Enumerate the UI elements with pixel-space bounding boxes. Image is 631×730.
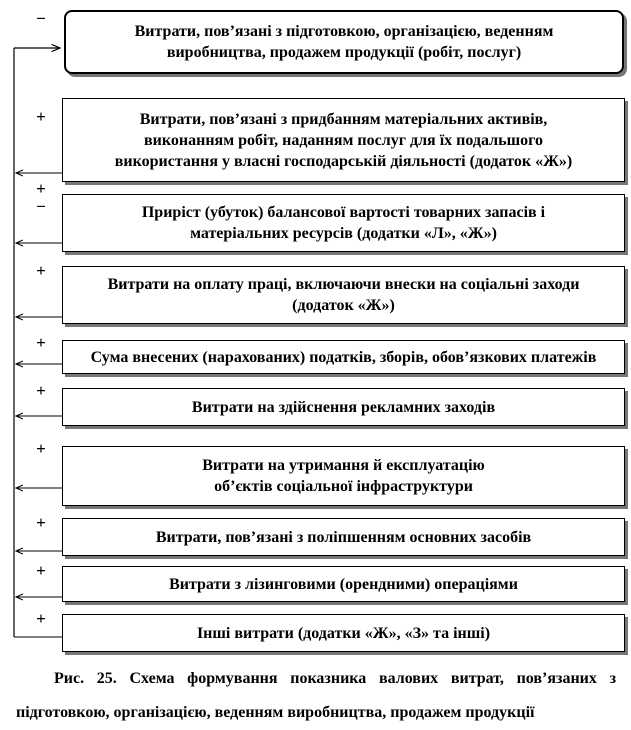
- plus-sign: +: [36, 333, 46, 352]
- item-box-material-assets: Витрати, пов’язані з придбанням матеріальних активів, виконанням робіт, наданням послуг для їх подальшого використання у власні господарській діяльності (додаток «Ж»): [62, 98, 625, 182]
- item-box-social-infrastructure: Витрати на утримання й експлуатацію об’єктів соціальної інфраструктури: [62, 446, 625, 506]
- item-box-inventory-growth: Приріст (убуток) балансової вартості товарних запасів і матеріальних ресурсів (додатки «Л», «Ж»): [62, 194, 625, 252]
- item-box-taxes: Сума внесених (нарахованих) податків, зборів, обов’язкових платежів: [62, 340, 625, 374]
- item-box-advertising: Витрати на здійснення рекламних заходів: [62, 388, 625, 426]
- plus-sign: +: [36, 107, 46, 126]
- item-box-leasing: Витрати з лізинговими (орендними) операціями: [62, 566, 625, 602]
- plus-minus-sign: + −: [36, 179, 46, 216]
- plus-sign: +: [36, 261, 46, 280]
- plus-sign: +: [36, 609, 46, 628]
- item-box-labor-costs: Витрати на оплату праці, включаючи внески на соціальні заходи (додаток «Ж»): [62, 266, 625, 324]
- item-box-other-costs: Інші витрати (додатки «Ж», «З» та інші): [62, 614, 625, 652]
- main-box: Витрати, пов’язані з підготовкою, організацією, веденням виробництва, продажем продукції (робіт, послуг): [64, 10, 624, 74]
- item-box-fixed-assets: Витрати, пов’язані з поліпшенням основних засобів: [62, 518, 625, 556]
- plus-sign: +: [36, 381, 46, 400]
- figure-caption: Рис. 25. Схема формування показника валових витрат, пов’язаних з підготовкою, організацією, веденням виробництва, продажем продукції: [16, 670, 616, 721]
- plus-sign: +: [36, 513, 46, 532]
- minus-sign: −: [36, 9, 46, 28]
- plus-sign: +: [36, 439, 46, 458]
- plus-sign: +: [36, 561, 46, 580]
